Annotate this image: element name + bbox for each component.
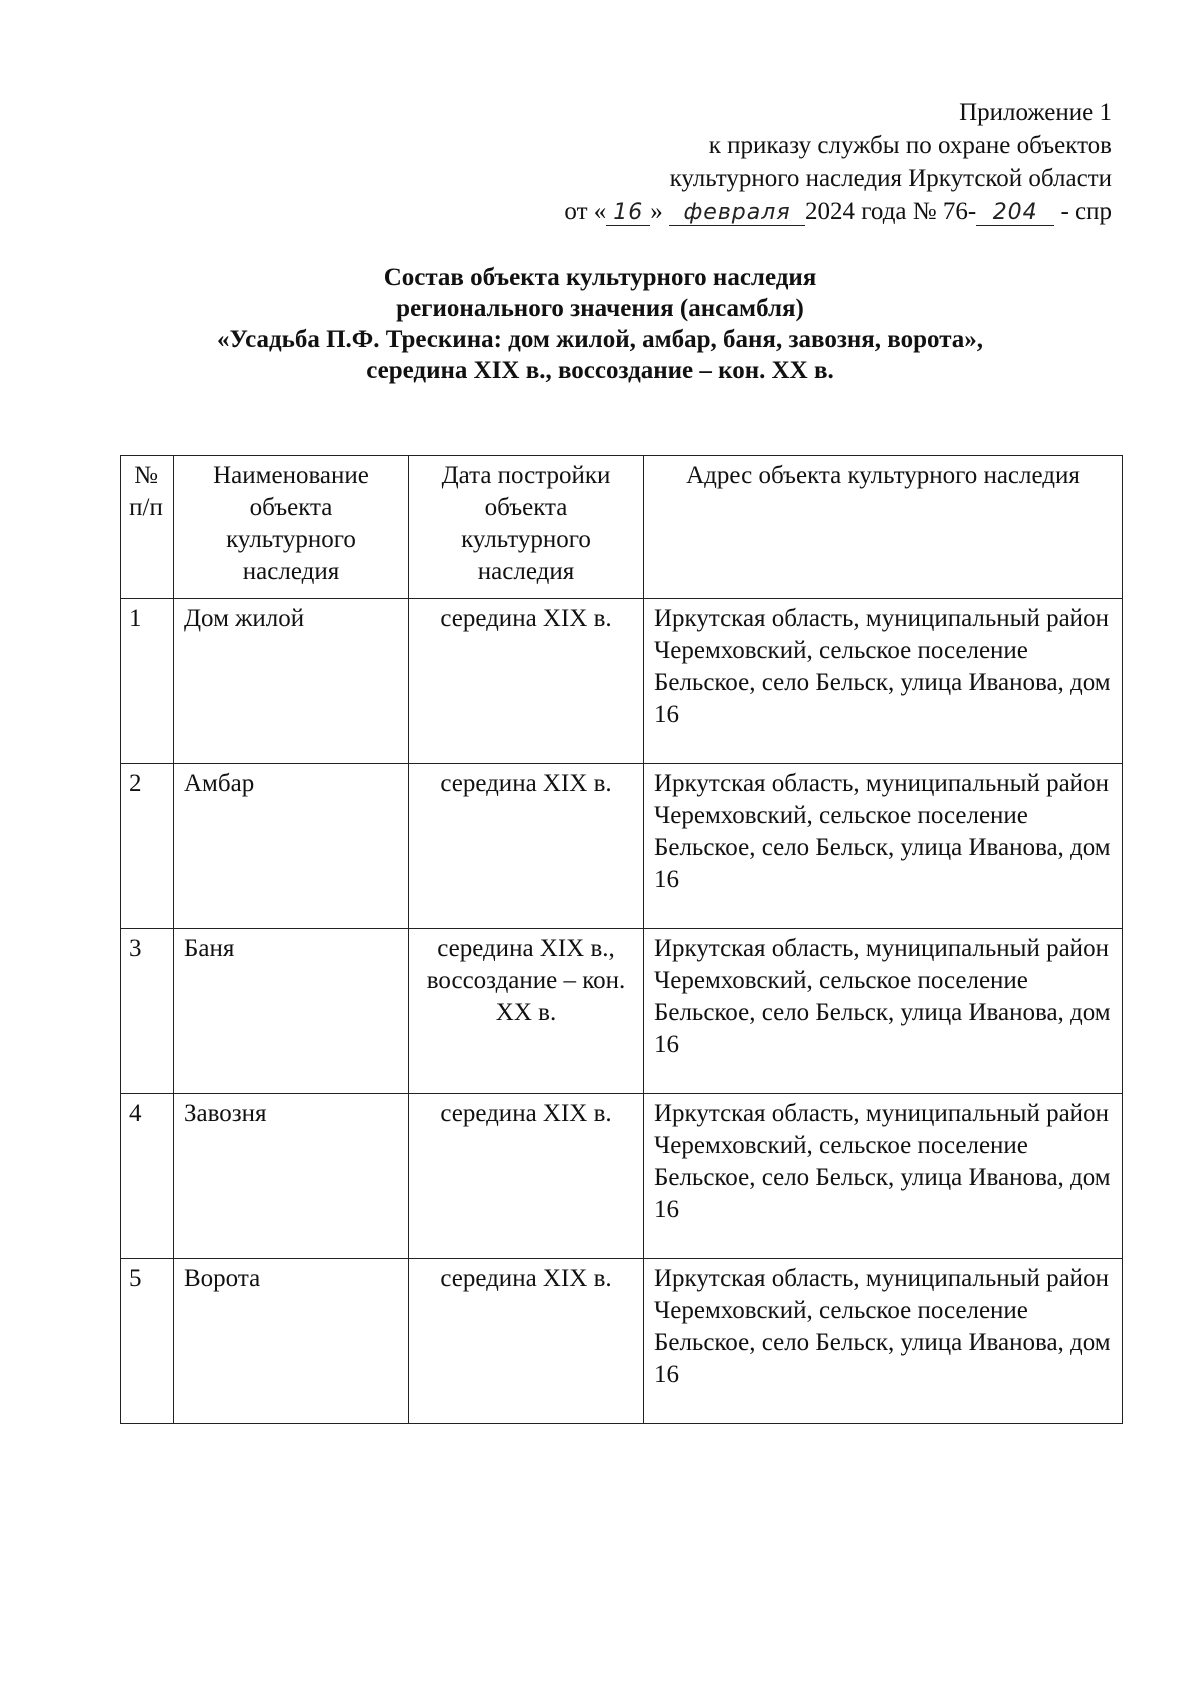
row-name: Завозня bbox=[174, 1094, 409, 1259]
header-date: Дата постройки объекта культурного наследия bbox=[409, 456, 644, 599]
row-name: Баня bbox=[174, 929, 409, 1094]
row-number: 4 bbox=[121, 1094, 174, 1259]
appendix-header bbox=[492, 96, 1112, 228]
date-year: 2024 года № 76- bbox=[805, 198, 977, 225]
row-date: середина XIX в. bbox=[409, 1259, 644, 1424]
appendix-date-line bbox=[492, 195, 1112, 228]
row-address: Иркутская область, муниципальный район Черемховский, сельское поселение Бельское, село Бельск, улица Иванова, дом 16 bbox=[644, 929, 1123, 1094]
table-row bbox=[121, 1094, 1123, 1259]
table-row bbox=[121, 599, 1123, 764]
appendix-authority: культурного наследия Иркутской области bbox=[669, 165, 1112, 192]
row-number: 5 bbox=[121, 1259, 174, 1424]
title-line-1: Состав объекта культурного наследия bbox=[383, 264, 817, 291]
row-date: середина XIX в. bbox=[409, 1094, 644, 1259]
row-number: 1 bbox=[121, 599, 174, 764]
table-header-row bbox=[121, 456, 1123, 599]
row-name: Ворота bbox=[174, 1259, 409, 1424]
title-line-4: середина XIX в., воссоздание – кон. XX в. bbox=[366, 357, 834, 384]
title-line-3: «Усадьба П.Ф. Трескина: дом жилой, амбар, баня, завозня, ворота», bbox=[216, 326, 984, 353]
row-address: Иркутская область, муниципальный район Черемховский, сельское поселение Бельское, село Бельск, улица Иванова, дом 16 bbox=[644, 1094, 1123, 1259]
row-date: середина XIX в., воссоздание – кон. XX в. bbox=[409, 929, 644, 1094]
row-number: 3 bbox=[121, 929, 174, 1094]
header-name: Наименование объекта культурного наследия bbox=[174, 456, 409, 599]
row-date: середина XIX в. bbox=[409, 764, 644, 929]
row-name: Амбар bbox=[174, 764, 409, 929]
row-name: Дом жилой bbox=[174, 599, 409, 764]
table-row bbox=[121, 764, 1123, 929]
date-mid: » bbox=[650, 198, 663, 225]
row-address: Иркутская область, муниципальный район Черемховский, сельское поселение Бельское, село Бельск, улица Иванова, дом 16 bbox=[644, 764, 1123, 929]
handwritten-month: февраля bbox=[669, 201, 805, 226]
handwritten-order-number: 204 bbox=[976, 201, 1054, 226]
title-line-2: регионального значения (ансамбля) bbox=[396, 295, 804, 322]
table-row bbox=[121, 929, 1123, 1094]
row-address: Иркутская область, муниципальный район Черемховский, сельское поселение Бельское, село Бельск, улица Иванова, дом 16 bbox=[644, 1259, 1123, 1424]
date-prefix: от « bbox=[564, 198, 607, 225]
document-title bbox=[0, 262, 1200, 386]
table-row bbox=[121, 1259, 1123, 1424]
header-number: № п/п bbox=[121, 456, 174, 599]
row-number: 2 bbox=[121, 764, 174, 929]
heritage-objects-table bbox=[120, 455, 1123, 1424]
header-address: Адрес объекта культурного наследия bbox=[644, 456, 1123, 599]
handwritten-day: 16 bbox=[606, 201, 650, 226]
row-date: середина XIX в. bbox=[409, 599, 644, 764]
appendix-title: Приложение 1 bbox=[959, 99, 1112, 126]
order-suffix: - спр bbox=[1060, 198, 1112, 225]
appendix-order-ref: к приказу службы по охране объектов bbox=[708, 132, 1112, 159]
row-address: Иркутская область, муниципальный район Черемховский, сельское поселение Бельское, село Бельск, улица Иванова, дом 16 bbox=[644, 599, 1123, 764]
